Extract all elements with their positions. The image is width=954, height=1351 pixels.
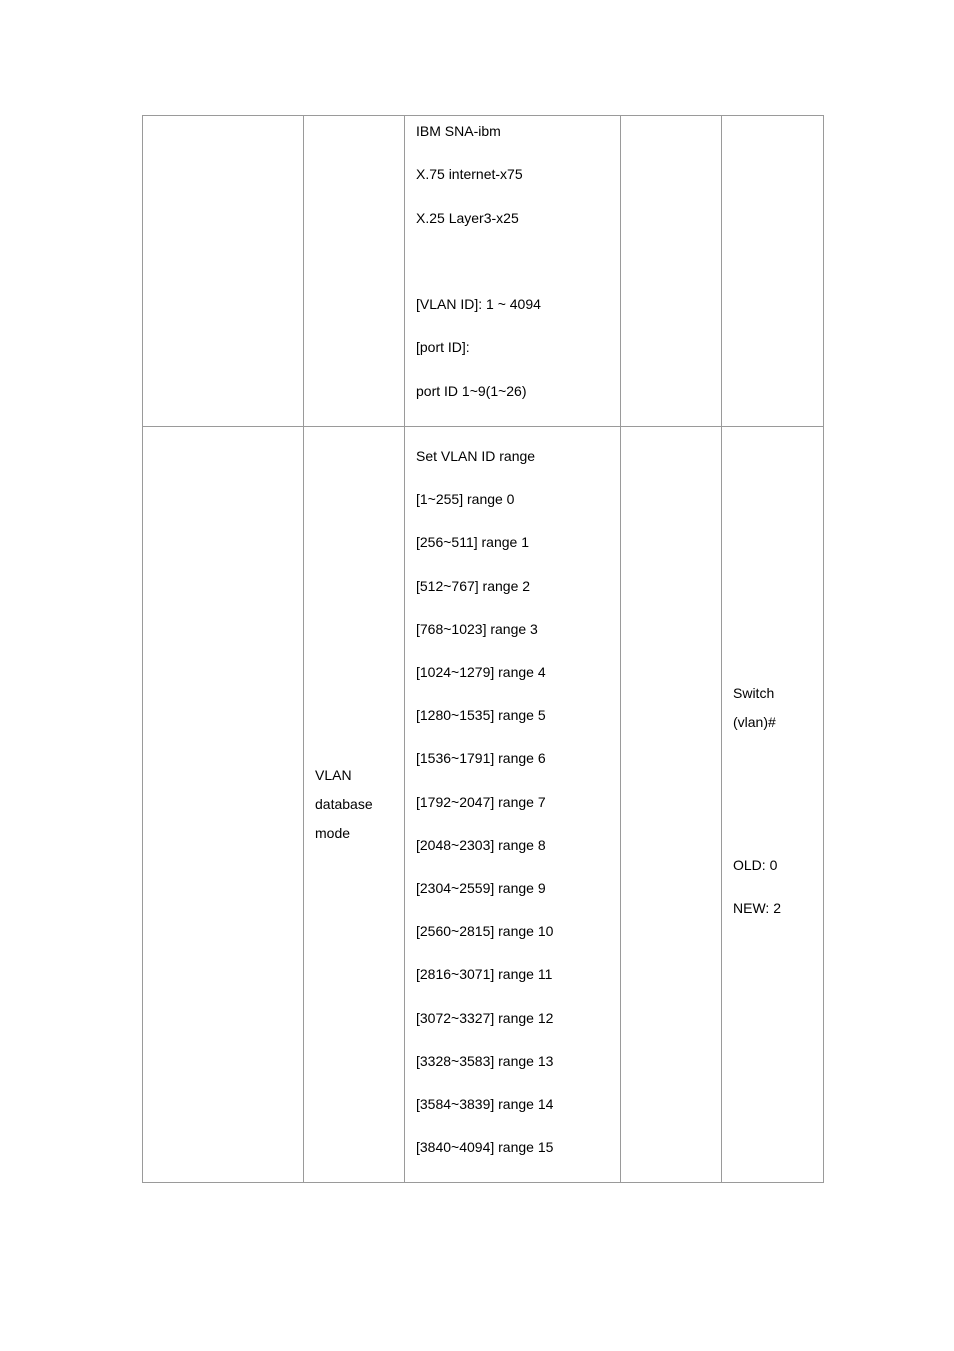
table-row <box>143 427 824 1183</box>
prompt-line: (vlan)# <box>733 714 776 731</box>
value-text <box>733 857 781 943</box>
param-line: [2816~3071] range 11 <box>416 966 553 983</box>
param-line: [3328~3583] range 13 <box>416 1052 554 1069</box>
value-line: NEW: 2 <box>733 900 781 917</box>
prompt-block <box>733 427 812 1182</box>
param-line: [3584~3839] range 14 <box>416 1095 554 1112</box>
param-line: [2048~2303] range 8 <box>416 836 546 853</box>
cell-empty <box>621 116 722 427</box>
table-row <box>143 116 824 427</box>
cell-parameters <box>405 427 621 1183</box>
cell-parameters <box>405 116 621 427</box>
blank-line <box>416 253 609 296</box>
param-line: [port ID]: <box>416 339 470 356</box>
param-line: X.25 Layer3-x25 <box>416 209 519 226</box>
cell-empty <box>722 116 824 427</box>
param-line: [1024~1279] range 4 <box>416 664 546 681</box>
param-line: Set VLAN ID range <box>416 448 536 465</box>
param-line: [256~511] range 1 <box>416 534 530 551</box>
cell-mode <box>304 427 405 1183</box>
param-line: [3072~3327] range 12 <box>416 1009 554 1026</box>
cell-empty <box>143 427 304 1183</box>
cell-empty <box>621 427 722 1183</box>
param-line: [1792~2047] range 7 <box>416 793 546 810</box>
param-line: [768~1023] range 3 <box>416 620 538 637</box>
param-line: [512~767] range 2 <box>416 577 531 594</box>
param-line: [2560~2815] range 10 <box>416 923 554 940</box>
prompt-line: Switch <box>733 685 775 702</box>
param-line: X.75 internet-x75 <box>416 166 523 183</box>
param-line: [1280~1535] range 5 <box>416 707 546 724</box>
mode-line: mode <box>315 825 351 842</box>
param-line: [1536~1791] range 6 <box>416 750 546 767</box>
command-table <box>142 115 824 1183</box>
mode-line: VLAN <box>315 767 352 784</box>
param-line: [3840~4094] range 15 <box>416 1139 554 1156</box>
param-line: port ID 1~9(1~26) <box>416 382 527 399</box>
param-line: [2304~2559] range 9 <box>416 879 546 896</box>
cell-prompt <box>722 427 824 1183</box>
param-line: [VLAN ID]: 1 ~ 4094 <box>416 296 541 313</box>
cell-empty <box>143 116 304 427</box>
param-line: [1~255] range 0 <box>416 491 515 508</box>
value-line: OLD: 0 <box>733 857 778 874</box>
mode-line: database <box>315 796 373 813</box>
param-line: IBM SNA-ibm <box>416 123 501 139</box>
cell-empty <box>304 116 405 427</box>
prompt-text <box>733 679 776 737</box>
